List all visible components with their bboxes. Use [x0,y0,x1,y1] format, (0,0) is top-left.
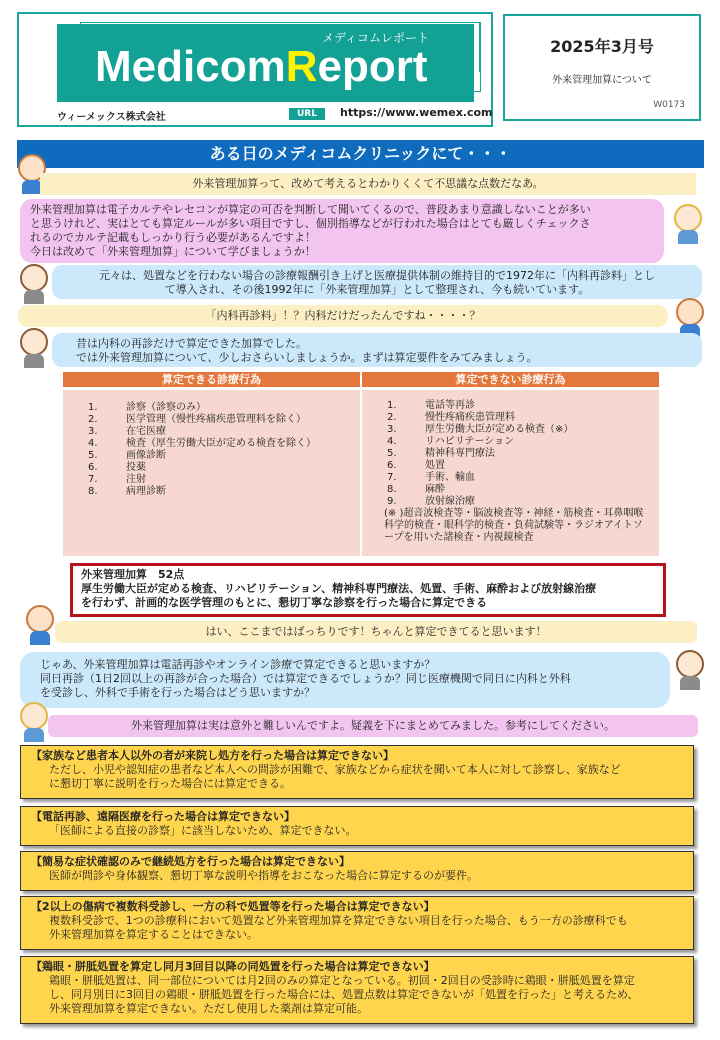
faq-body: に懇切丁寧に説明を行った場合には算定できる。 [49,777,291,790]
logo [57,24,474,102]
staff-avatar-icon [16,700,52,744]
list-item: 2. 慢性疼痛疾患管理料 [387,412,515,423]
rule-box [70,563,666,617]
logo-wordmark [95,42,427,92]
allowed-header: 算定できる診療行為 [63,372,360,387]
faq-body: 鶏眼・胼胝処置は、同一部位については月2回のみの算定となっている。初回・2回目の受診時に鶏眼・胼胝処置を算定 [49,974,635,987]
bubble-line: を受診し、外科で手術を行った場合はどう思いますか？ [40,686,315,699]
list-item: 7. 手術、輸血 [387,472,475,483]
billing-table [63,372,659,556]
faq-title: 【家族など患者本人以外の者が来院し処方を行った場合は算定できない】 [31,749,394,762]
nurse-magnifier-avatar-icon [22,603,58,647]
logo-part: Medicom [95,42,286,91]
list-item: 4. リハビリテーション [387,436,515,447]
bubble-line: 元々は、処置などを行わない場合の診療報酬引き上げと医療提供体制の維持目的で1972年に「内科再診料」とし [99,269,655,282]
logo-part: eport [317,42,428,91]
url-badge: URL [289,108,325,120]
rule-title: 外来管理加算 52点 [81,568,185,581]
doctor-avatar-icon [16,262,52,306]
list-item: 7. 注射 [88,474,146,485]
list-item: 6. 投薬 [88,462,146,473]
issue-topic: 外来管理加算について [552,75,652,86]
logo-kana: メディコムレポート [321,31,429,45]
doctor-avatar-icon [672,648,708,692]
speech-bubble: 「内科再診料」！？内科だけだったんですね・・・・？ [18,305,668,327]
issue-code: W0173 [653,100,685,110]
list-item: 5. 精神科専門療法 [387,448,495,459]
masthead-decoration [474,22,481,92]
faq-box [20,896,694,950]
speech-bubble [20,199,664,263]
bubble-line: 同日再診（1日2回以上の再診が合った場合）では算定できるでしょうか？同じ医療機関で同日に内科と外科 [40,672,571,685]
list-item: 8. 病理診断 [88,486,166,497]
list-item: 4. 検査（厚生労働大臣が定める検査を除く） [88,438,316,449]
section-banner: ある日のメディコムクリニックにて・・・ [17,140,704,168]
faq-body: 医師が問診や身体観察、懇切丁寧な説明や指導をおこなった場合に算定するのが要件。 [49,869,478,882]
faq-title: 【2以上の傷病で複数科受診し、一方の科で処置等を行った場合は算定できない】 [31,900,435,913]
rule-line: 厚生労働大臣が定める検査、リハビリテーション、精神科専門療法、処置、手術、麻酔および放射線治療 [81,582,597,595]
doctor-avatar-icon [16,326,52,370]
allowed-column [63,372,360,556]
bubble-line: と思うけれど、実はとても算定ルールが多い項目ですし、個別指導などが行われた場合はとても厳しくチェックさ [30,217,591,230]
list-item: 3. 在宅医療 [88,426,166,437]
bubble-line: 今日は改めて「外来管理加算」について学びましょうか！ [30,245,316,258]
faq-body: 外来管理加算を算定することはできない。 [49,928,258,941]
speech-bubble [52,265,702,299]
allowed-list [63,390,360,556]
not-allowed-header: 算定できない診療行為 [362,372,659,387]
speech-bubble: 外来管理加算は実は意外と難しいんですよ。疑義を下にまとめてみました。参考にしてください。 [48,715,698,737]
speech-bubble: 外来管理加算って、改めて考えるとわかりくくて不思議な点数だなあ。 [40,173,696,195]
faq-box [20,806,694,846]
bubble-line: 外来管理加算は電子カルテやレセコンが算定の可否を判断して聞いてくるので、普段あまり意識しないことが多い [30,203,591,216]
issue-date: 2025年3月号 [550,37,654,56]
faq-body: 「医師による直接の診察」に該当しないため、算定できない。 [49,824,357,837]
not-allowed-column [362,372,659,556]
list-item: 9. 放射線治療 [387,496,475,507]
faq-title: 【簡易な症状確認のみで継続処方を行った場合は算定できない】 [31,855,350,868]
table-footnote: (※ )超音波検査等・脳波検査等・神経・筋検査・耳鼻咽喉科学的検査・眼科学的検査・負荷試験等・ラジオアイトソープを用いた諸検査・内視鏡検査 [384,508,644,543]
logo-part-r: R [285,42,318,91]
list-item: 1. 電話等再診 [387,400,475,411]
faq-body: し、同月別日に3回目の鶏眼・胼胝処置を行った場合には、処置点数は算定できないが「処置を行った」と考えるため、 [49,988,639,1001]
not-allowed-list [362,390,659,556]
faq-box [20,956,694,1024]
company-name: ウィーメックス株式会社 [57,112,166,123]
list-item: 1. 診察（診察のみ） [88,402,206,413]
bubble-line: じゃあ、外来管理加算は電話再診やオンライン診療で算定できると思いますか？ [40,658,436,671]
rule-line: を行わず、計画的な医学管理のもとに、懇切丁寧な診察を行った場合に算定できる [81,596,488,609]
list-item: 2. 医学管理（慢性疼痛疾患管理料を除く） [88,414,306,425]
bubble-line: 昔は内科の再診だけで算定できた加算でした。 [76,337,307,350]
bubble-line: て導入され、その後1992年に「外来管理加算」として整理され、今も続いています。 [164,283,590,296]
faq-box [20,851,694,891]
speech-bubble [20,652,670,708]
faq-body: 外来管理加算を算定できない。ただし使用した薬剤は算定可能。 [49,1002,368,1015]
list-item: 5. 画像診断 [88,450,166,461]
issue-box [503,14,701,121]
faq-title: 【鶏眼・胼胝処置を算定し同月3回目以降の同処置を行った場合は算定できない】 [31,960,435,973]
list-item: 3. 厚生労働大臣が定める検査（※） [387,424,574,435]
faq-title: 【電話再診、遠隔医療を行った場合は算定できない】 [31,810,295,823]
speech-bubble [52,333,702,367]
list-item: 6. 処置 [387,460,445,471]
faq-body: ただし、小児や認知症の患者など本人への問診が困難で、家族などから症状を聞いて本人に対して診察し、家族など [49,763,621,776]
speech-bubble: はい、ここまではばっちりです！ちゃんと算定できてると思います！ [55,621,697,643]
website-link[interactable]: https://www.wemex.com [340,106,493,119]
list-item: 8. 麻酔 [387,484,445,495]
faq-body: 複数科受診で、1つの診療科において処置など外来管理加算を算定できない項目を行った場合、もう一方の診療科でも [49,914,628,927]
faq-box [20,745,694,799]
bubble-line: れるのでカルテ記載もしっかり行う必要があるんですよ！ [30,231,316,244]
bubble-line: では外来管理加算について、少しおさらいしましょうか。まずは算定要件をみてみましょう。 [76,351,538,364]
staff-avatar-icon [670,202,706,246]
